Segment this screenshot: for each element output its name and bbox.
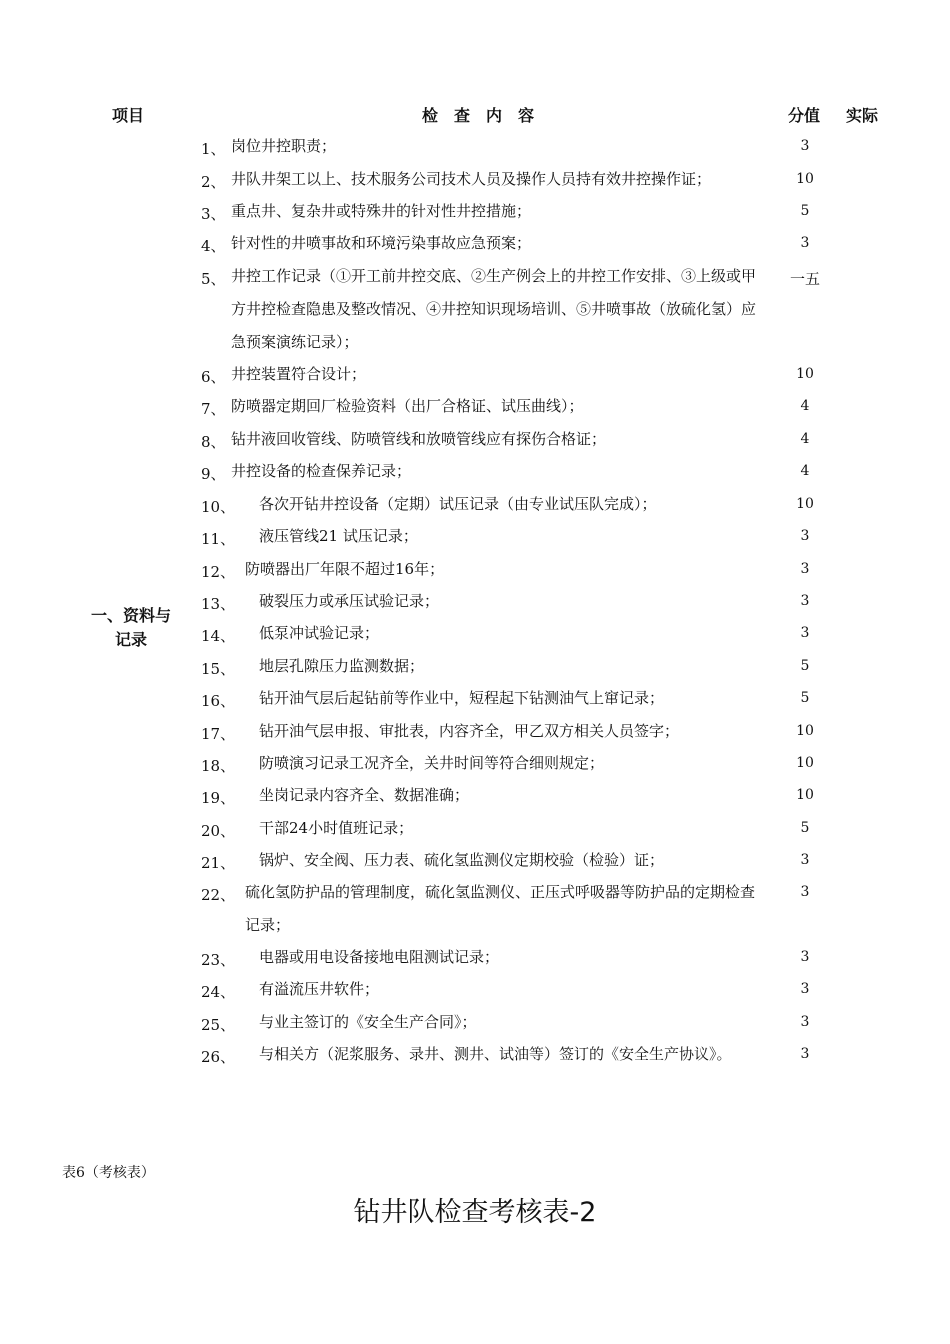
row-score: 3 bbox=[800, 528, 810, 544]
row-number: 4、 bbox=[201, 237, 226, 255]
row-number: 24、 bbox=[201, 983, 236, 1001]
row-score: 3 bbox=[800, 884, 810, 900]
row-number: 17、 bbox=[201, 725, 236, 743]
row-text: 液压管线21 试压记录； bbox=[259, 527, 418, 545]
row-score: 5 bbox=[800, 658, 810, 674]
row-text: 井控设备的检查保养记录； bbox=[231, 462, 412, 480]
row-number: 13、 bbox=[201, 595, 236, 613]
row-number: 25、 bbox=[201, 1016, 236, 1034]
row-text: 钻开油气层后起钻前等作业中，短程起下钻测油气上窜记录； bbox=[259, 689, 665, 707]
row-number: 11、 bbox=[201, 530, 236, 548]
row-score: 10 bbox=[796, 366, 814, 382]
row-score: 10 bbox=[796, 723, 814, 739]
row-number: 6、 bbox=[201, 368, 226, 386]
row-number: 20、 bbox=[201, 822, 236, 840]
row-text: 锅炉、安全阀、压力表、硫化氢监测仪定期校验（检验）证； bbox=[259, 851, 665, 869]
row-number: 3、 bbox=[201, 205, 226, 223]
row-text: 低泵冲试验记录； bbox=[259, 624, 380, 642]
row-number: 19、 bbox=[201, 789, 236, 807]
row-number: 9、 bbox=[201, 465, 226, 483]
row-text: 针对性的井喷事故和环境污染事故应急预案； bbox=[231, 234, 532, 252]
page-title: 钻井队检查考核表-2 bbox=[353, 1197, 597, 1228]
row-score: 3 bbox=[800, 981, 810, 997]
row-score: 4 bbox=[800, 431, 810, 447]
row-number: 18、 bbox=[201, 757, 236, 775]
row-number: 15、 bbox=[201, 660, 236, 678]
row-number: 21、 bbox=[201, 854, 236, 872]
row-score: 3 bbox=[800, 1014, 810, 1030]
row-score: 5 bbox=[800, 820, 810, 836]
row-text: 井控工作记录（①开工前井控交底、②生产例会上的井控工作安排、③上级或甲方井控检查隐患及整改情况、④井控知识现场培训、⑤井喷事故（放硫化氢）应急预案演练记录）； bbox=[231, 267, 757, 351]
row-text: 与相关方（泥浆服务、录井、测井、试油等）签订的《安全生产协议》。 bbox=[259, 1045, 732, 1063]
row-text: 有溢流压井软件； bbox=[259, 980, 380, 998]
row-text: 与业主签订的《安全生产合同》； bbox=[259, 1013, 477, 1031]
row-text: 防喷器定期回厂检验资料（出厂合格证、试压曲线）； bbox=[231, 397, 584, 415]
row-score: 3 bbox=[800, 1046, 810, 1062]
row-score: 3 bbox=[800, 561, 810, 577]
row-text: 井队井架工以上、技术服务公司技术人员及操作人员持有效井控操作证； bbox=[231, 170, 712, 188]
row-score: 5 bbox=[800, 690, 810, 706]
row-text: 坐岗记录内容齐全、数据准确； bbox=[259, 786, 470, 804]
row-number: 7、 bbox=[201, 400, 226, 418]
header-item: 项目 bbox=[112, 106, 145, 125]
row-number: 8、 bbox=[201, 433, 226, 451]
row-number: 10、 bbox=[201, 498, 236, 516]
row-number: 1、 bbox=[201, 140, 226, 158]
row-text: 防喷器出厂年限不超过16年； bbox=[245, 560, 445, 578]
header-content: 检查内容 bbox=[422, 106, 551, 125]
row-number: 2、 bbox=[201, 173, 226, 191]
row-score: 4 bbox=[800, 463, 810, 479]
row-number: 5、 bbox=[201, 270, 226, 288]
row-score: 3 bbox=[800, 593, 810, 609]
category-line1: 一、资料与 bbox=[90, 606, 171, 625]
row-score: 一五 bbox=[789, 270, 820, 288]
row-score: 3 bbox=[800, 949, 810, 965]
row-number: 12、 bbox=[201, 563, 236, 581]
row-score: 10 bbox=[796, 496, 814, 512]
table-footnote: 表6（考核表） bbox=[62, 1165, 155, 1181]
row-score: 3 bbox=[800, 235, 810, 251]
row-score: 10 bbox=[796, 171, 814, 187]
row-score: 3 bbox=[800, 852, 810, 868]
row-score: 5 bbox=[800, 203, 810, 219]
row-text: 各次开钻井控设备（定期）试压记录（由专业试压队完成）； bbox=[259, 495, 657, 513]
row-number: 16、 bbox=[201, 692, 236, 710]
row-text: 钻开油气层申报、审批表，内容齐全，甲乙双方相关人员签字； bbox=[259, 722, 680, 740]
row-text: 硫化氢防护品的管理制度，硫化氢监测仪、正压式呼吸器等防护品的定期检查记录； bbox=[245, 883, 756, 934]
row-text: 地层孔隙压力监测数据； bbox=[259, 657, 425, 675]
row-text: 钻井液回收管线、防喷管线和放喷管线应有探伤合格证； bbox=[231, 430, 607, 448]
row-score: 10 bbox=[796, 755, 814, 771]
row-text: 防喷演习记录工况齐全，关井时间等符合细则规定； bbox=[259, 754, 605, 772]
row-score: 3 bbox=[800, 625, 810, 641]
row-text: 破裂压力或承压试验记录； bbox=[259, 592, 440, 610]
row-number: 23、 bbox=[201, 951, 236, 969]
row-number: 26、 bbox=[201, 1048, 236, 1066]
row-number: 14、 bbox=[201, 627, 236, 645]
row-score: 10 bbox=[796, 787, 814, 803]
row-text: 重点井、复杂井或特殊井的针对性井控措施； bbox=[231, 202, 532, 220]
row-text: 电器或用电设备接地电阻测试记录； bbox=[259, 948, 500, 966]
header-score: 分值 bbox=[788, 106, 821, 125]
row-text: 岗位井控职责； bbox=[231, 137, 337, 155]
row-score: 4 bbox=[800, 398, 810, 414]
header-actual: 实际 bbox=[846, 106, 879, 125]
category-label bbox=[88, 604, 174, 652]
row-number: 22、 bbox=[201, 886, 236, 904]
row-score: 3 bbox=[800, 138, 810, 154]
row-text: 井控装置符合设计； bbox=[231, 365, 367, 383]
category-line2: 记录 bbox=[114, 630, 147, 649]
row-text: 干部24小时值班记录； bbox=[259, 819, 414, 837]
